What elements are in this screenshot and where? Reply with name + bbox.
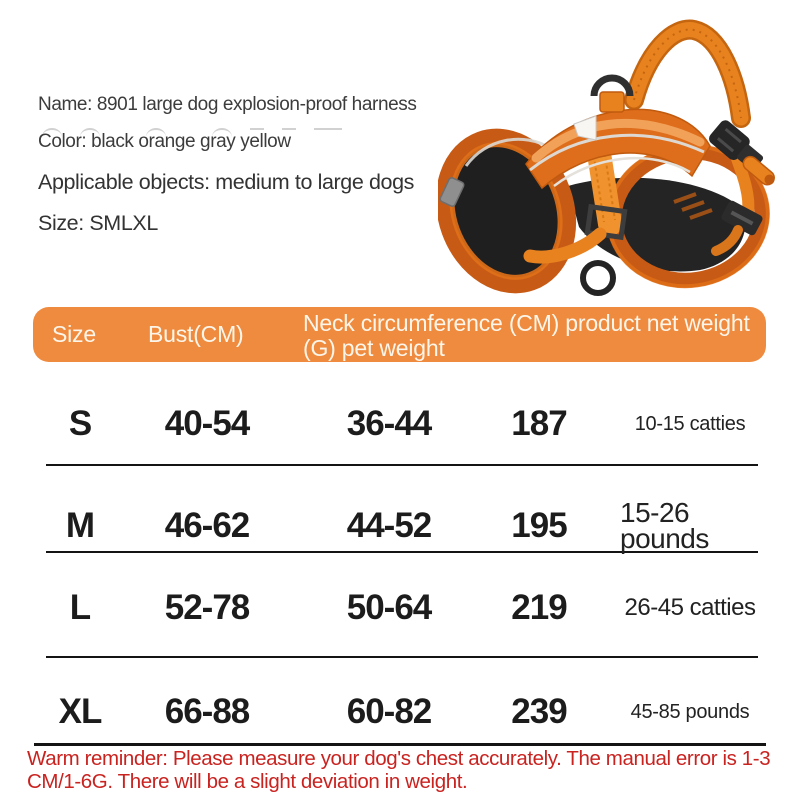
neck-cell: 60-82 xyxy=(346,692,432,731)
pet-weight-cell: 26-45 catties xyxy=(624,594,756,621)
product-size-line: Size: SMLXL xyxy=(38,211,158,235)
product-color-line: Color: black orange gray yellow xyxy=(38,131,291,152)
top-d-ring xyxy=(594,78,630,112)
product-name-line: Name: 8901 large dog explosion-proof harness xyxy=(38,94,417,115)
net-weight-cell: 195 xyxy=(511,506,567,545)
size-cell: L xyxy=(69,588,91,627)
neck-cell: 50-64 xyxy=(346,588,432,627)
bottom-d-ring xyxy=(583,263,613,293)
net-weight-cell: 239 xyxy=(511,692,567,731)
applicable-objects-line: Applicable objects: medium to large dogs xyxy=(38,170,414,194)
row-divider xyxy=(46,464,758,466)
header-combined: Neck circumference (CM) product net weight (G) pet weight xyxy=(303,310,750,361)
warm-reminder-line1: Warm reminder: Please measure your dog's chest accurately. The manual error is 1-3 xyxy=(27,747,771,770)
pet-weight-cell: 45-85 pounds xyxy=(630,700,750,723)
back-pad xyxy=(526,109,710,188)
pet-weight-cell: 15-26 pounds xyxy=(620,497,709,554)
pet-weight-cell: 10-15 catties xyxy=(634,412,746,435)
bust-cell: 46-62 xyxy=(164,506,250,545)
size-cell: M xyxy=(65,506,95,545)
net-weight-cell: 187 xyxy=(511,404,567,443)
neck-cell: 36-44 xyxy=(346,404,432,443)
size-cell: S xyxy=(68,404,92,443)
header-size: Size xyxy=(52,321,96,347)
net-weight-cell: 219 xyxy=(511,588,567,627)
table-bottom-divider xyxy=(34,743,766,746)
row-divider xyxy=(46,656,758,658)
table-row-xl xyxy=(0,686,800,738)
bust-cell: 52-78 xyxy=(164,588,250,627)
header-bust: Bust(CM) xyxy=(148,321,244,347)
neck-cell: 44-52 xyxy=(346,506,432,545)
table-row-s xyxy=(0,398,800,450)
table-row-l xyxy=(0,582,800,634)
handle-strap xyxy=(634,30,741,118)
warm-reminder xyxy=(27,747,787,793)
size-table-header xyxy=(33,307,766,362)
warm-reminder-line2: CM/1-6G. There will be a slight deviation in weight. xyxy=(27,770,468,793)
harness-illustration xyxy=(438,6,800,314)
bust-cell: 66-88 xyxy=(164,692,250,731)
table-row-m xyxy=(0,498,800,554)
size-cell: XL xyxy=(58,692,102,731)
bust-cell: 40-54 xyxy=(164,404,250,443)
